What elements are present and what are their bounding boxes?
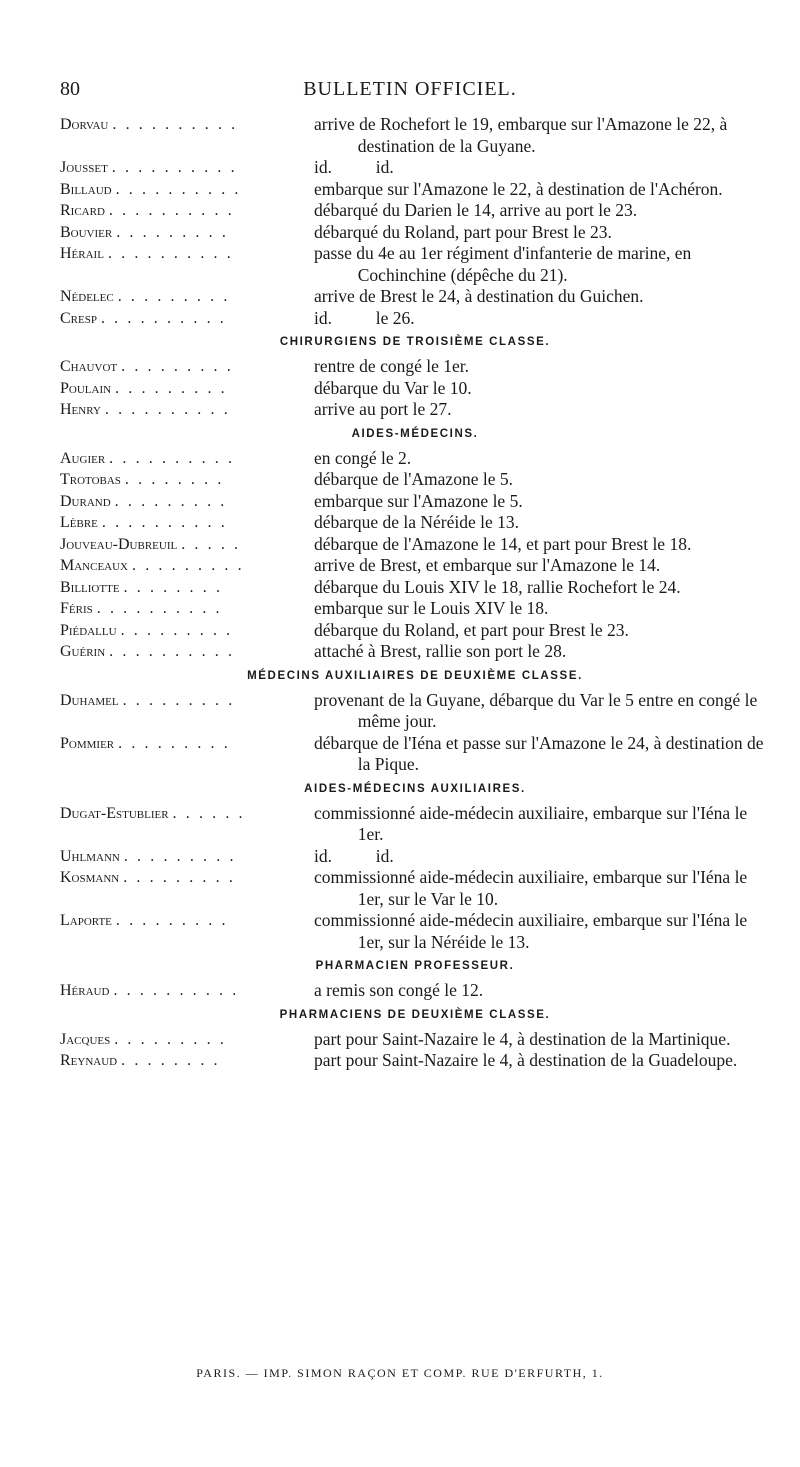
entry-description: part pour Saint-Nazaire le 4, à destination de la Martinique. [314, 1028, 731, 1049]
roster-entry [60, 980, 770, 1002]
officer-name-cell [60, 512, 314, 534]
leader-dots: . . . . . . . . . . [109, 643, 235, 660]
entry-description: débarqué du Darien le 14, arrive au port le 23. [314, 200, 638, 220]
page-header [60, 78, 760, 104]
entry-description: passe du 4e au 1er régiment d'infanterie de marine, en Cochinchine (dépêche du 21). [314, 243, 696, 285]
officer-name-cell [60, 1029, 314, 1051]
officer-name-cell [60, 620, 314, 642]
leader-dots: . . . . . . . . . . [113, 982, 239, 999]
roster-entry [60, 867, 770, 910]
roster-entry [60, 491, 770, 513]
officer-name: Pommier [60, 734, 115, 752]
officer-name: Dorvau [60, 116, 109, 133]
document-body [60, 114, 770, 1072]
officer-name-cell [60, 910, 314, 932]
roster-entry [60, 378, 770, 400]
officer-name: Jouveau-Dubreuil [60, 535, 178, 553]
officer-name: Nédelec [60, 288, 114, 305]
leader-dots: . . . . . . . . . [132, 557, 245, 574]
entry-description: commissionné aide-médecin auxiliaire, embarque sur l'Iéna le 1er. [314, 802, 752, 844]
officer-name-cell [60, 690, 314, 712]
officer-name: Poulain [60, 379, 112, 397]
officer-name-cell [60, 491, 314, 513]
officer-name-cell [60, 399, 314, 421]
leader-dots: . . . . . . . . . [116, 223, 229, 241]
entry-description: arrive de Brest le 24, à destination du Guichen. [314, 286, 644, 306]
roster-entry [60, 512, 770, 534]
officer-name-cell [60, 222, 314, 244]
entry-description: id. le 26. [314, 307, 415, 328]
running-title: BULLETIN OFFICIEL. [303, 78, 517, 100]
roster-entry [60, 286, 770, 308]
officer-name: Kosmann [60, 869, 120, 886]
officer-name: Billiotte [60, 578, 120, 596]
officer-name: Laporte [60, 912, 112, 929]
officer-name: Reynaud [60, 1052, 118, 1069]
leader-dots: . . . . . . . . . . [101, 514, 228, 531]
leader-dots: . . . . . . . . . . [112, 116, 238, 133]
leader-dots: . . . . . . . . . [120, 621, 233, 639]
entry-description: débarqué du Roland, part pour Brest le 23. [314, 221, 612, 242]
roster-entry [60, 1050, 770, 1072]
roster-entry [60, 641, 770, 663]
section-heading: AIDES-MÉDECINS AUXILIAIRES. [304, 782, 526, 795]
officer-name: Lèbre [60, 514, 98, 531]
entry-description: arrive de Rochefort le 19, embarque sur l'Amazone le 22, à destination de la Guyane. [314, 114, 732, 156]
officer-name: Duhamel [60, 691, 119, 709]
officer-name-cell [60, 356, 314, 378]
section-heading: PHARMACIENS DE DEUXIÈME CLASSE. [279, 1008, 551, 1021]
officer-name: Ricard [60, 202, 105, 219]
roster-entry [60, 399, 770, 421]
entry-description: id. id. [314, 845, 394, 866]
roster-entry [60, 555, 770, 577]
leader-dots: . . . . . . [172, 804, 246, 822]
officer-name-cell [60, 179, 314, 201]
roster-entry [60, 243, 770, 286]
roster-entry [60, 620, 770, 642]
entry-description: débarque du Louis XIV le 18, rallie Rochefort le 24. [314, 576, 681, 597]
roster-entry [60, 910, 770, 953]
leader-dots: . . . . . . . . . . [111, 159, 238, 176]
section-heading: PHARMACIEN PROFESSEUR. [315, 960, 515, 972]
entry-description: embarque sur le Louis XIV le 18. [314, 598, 549, 618]
roster-entry [60, 222, 770, 244]
leader-dots: . . . . . . . . . [117, 288, 230, 305]
leader-dots: . . . . . . . . . [123, 869, 236, 886]
leader-dots: . . . . . . . . . . [115, 180, 242, 198]
officer-name-cell [60, 534, 314, 556]
leader-dots: . . . . . . . . . . [107, 245, 234, 262]
entry-description: débarque de l'Amazone le 5. [314, 469, 513, 489]
officer-name: Féris [60, 600, 93, 617]
section-heading: CHIRURGIENS DE TROISIÈME CLASSE. [279, 336, 551, 348]
leader-dots: . . . . . . . . . . [104, 401, 231, 418]
entry-description: commissionné aide-médecin auxiliaire, embarque sur l'Iéna le 1er, sur la Néréide le 13. [314, 910, 752, 952]
leader-dots: . . . . . . . . . [114, 1030, 227, 1048]
officer-name-cell [60, 114, 314, 136]
officer-name-cell [60, 803, 314, 825]
officer-name-cell [60, 286, 314, 308]
officer-name-cell [60, 1050, 314, 1072]
officer-name: Cresp [60, 309, 97, 327]
roster-entry [60, 157, 770, 179]
roster-entry [60, 690, 770, 733]
leader-dots: . . . . . . . . . . [100, 309, 227, 327]
entry-description: part pour Saint-Nazaire le 4, à destination de la Guadeloupe. [314, 1050, 738, 1070]
section-heading: AIDES-MÉDECINS. [351, 427, 479, 440]
entry-description: débarque de l'Amazone le 14, et part pour Brest le 18. [314, 533, 692, 554]
officer-name: Jousset [60, 159, 108, 176]
entry-description: en congé le 2. [314, 447, 412, 468]
leader-dots: . . . . . . . . . [115, 912, 229, 929]
officer-name-cell [60, 157, 314, 179]
officer-name-cell [60, 448, 314, 470]
officer-name: Guérin [60, 643, 106, 660]
roster-entry [60, 179, 770, 201]
printer-footer: PARIS. — IMP. SIMON RAÇON ET COMP. RUE D'ERFURTH, 1. [196, 1366, 604, 1380]
officer-name: Augier [60, 449, 106, 467]
entry-description: id. id. [314, 157, 394, 177]
leader-dots: . . . . . . . . . [123, 847, 237, 865]
entry-description: commissionné aide-médecin auxiliaire, embarque sur l'Iéna le 1er, sur le Var le 10. [314, 867, 752, 909]
roster-entry [60, 733, 770, 776]
leader-dots: . . . . . . . . . . [109, 449, 235, 467]
officer-name-cell [60, 200, 314, 222]
officer-name-cell [60, 577, 314, 599]
officer-name-cell [60, 308, 314, 330]
officer-name: Jacques [60, 1030, 111, 1048]
officer-name-cell [60, 641, 314, 663]
officer-name: Piédallu [60, 621, 117, 639]
entry-description: a remis son congé le 12. [314, 980, 484, 1000]
roster-entry [60, 356, 770, 378]
leader-dots: . . . . . . . . . . [108, 202, 235, 219]
roster-entry [60, 846, 770, 868]
officer-name-cell [60, 980, 314, 1002]
officer-name: Uhlmann [60, 847, 120, 865]
entry-description: débarque de l'Iéna et passe sur l'Amazone le 24, à destination de la Pique. [314, 732, 768, 774]
roster-entry [60, 200, 770, 222]
roster-entry [60, 534, 770, 556]
officer-name: Durand [60, 492, 111, 510]
roster-entry [60, 469, 770, 491]
entry-description: attaché à Brest, rallie son port le 28. [314, 641, 567, 661]
officer-name: Trotobas [60, 471, 121, 488]
officer-name: Billaud [60, 180, 112, 198]
officer-name-cell [60, 846, 314, 868]
entry-description: débarque du Roland, et part pour Brest le 23. [314, 619, 629, 640]
officer-name: Chauvot [60, 358, 118, 375]
page-number: 80 [60, 78, 80, 100]
officer-name-cell [60, 867, 314, 889]
entry-description: rentre de congé le 1er. [314, 356, 469, 376]
leader-dots: . . . . . . . . . [118, 734, 231, 752]
officer-name: Bouvier [60, 223, 113, 241]
roster-entry [60, 308, 770, 330]
leader-dots: . . . . . [181, 535, 241, 553]
roster-entry [60, 448, 770, 470]
officer-name: Hérail [60, 245, 104, 262]
entry-description: débarque du Var le 10. [314, 377, 472, 398]
officer-name-cell [60, 555, 314, 577]
officer-name: Henry [60, 401, 101, 418]
leader-dots: . . . . . . . . . [121, 358, 234, 375]
roster-entry [60, 114, 770, 157]
roster-entry [60, 598, 770, 620]
section-heading: MÉDECINS AUXILIAIRES DE DEUXIÈME CLASSE. [247, 669, 583, 682]
officer-name-cell [60, 469, 314, 491]
officer-name-cell [60, 243, 314, 265]
entry-description: embarque sur l'Amazone le 5. [314, 490, 523, 511]
officer-name: Manceaux [60, 557, 129, 574]
roster-entry [60, 577, 770, 599]
roster-entry [60, 803, 770, 846]
leader-dots: . . . . . . . . . [115, 379, 228, 397]
leader-dots: . . . . . . . . . . [96, 600, 223, 617]
leader-dots: . . . . . . . . . [122, 691, 235, 709]
officer-name-cell [60, 733, 314, 755]
officer-name-cell [60, 378, 314, 400]
entry-description: embarque sur l'Amazone le 22, à destination de l'Achéron. [314, 178, 723, 199]
officer-name-cell [60, 598, 314, 620]
entry-description: débarque de la Néréide le 13. [314, 512, 520, 532]
officer-name: Dugat-Estublier [60, 804, 169, 822]
entry-description: provenant de la Guyane, débarque du Var le 5 entre en congé le même jour. [314, 689, 762, 731]
leader-dots: . . . . . . . . [123, 578, 223, 596]
officer-name: Héraud [60, 982, 110, 999]
entry-description: arrive au port le 27. [314, 399, 452, 419]
entry-description: arrive de Brest, et embarque sur l'Amazone le 14. [314, 555, 661, 575]
leader-dots: . . . . . . . . . [114, 492, 227, 510]
leader-dots: . . . . . . . . [121, 1052, 221, 1069]
leader-dots: . . . . . . . . [124, 471, 224, 488]
roster-entry [60, 1029, 770, 1051]
